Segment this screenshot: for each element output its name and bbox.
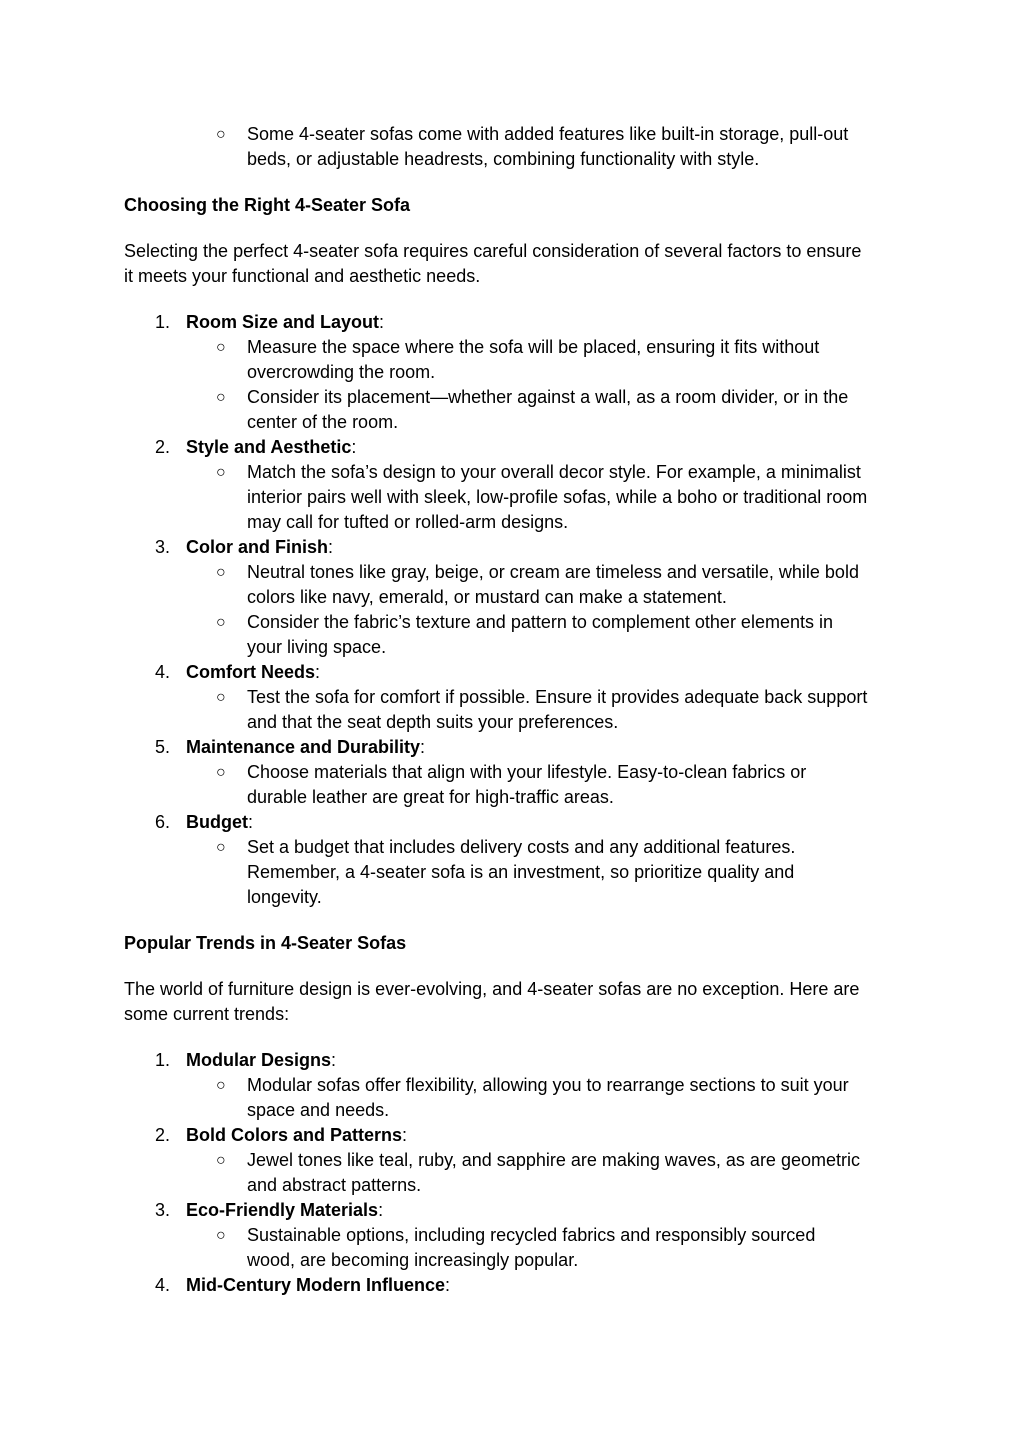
list-item-title-text: Maintenance and Durability	[186, 737, 421, 757]
paragraph-line: The world of furniture design is ever-evolving, and 4-seater sofas are no exception. Here are	[124, 979, 860, 999]
list-item-colon: :	[445, 1275, 451, 1295]
list-number: 3.	[155, 537, 171, 557]
list-item-colon: :	[331, 1050, 337, 1070]
list-number: 1.	[155, 312, 171, 332]
bullet-icon: ○	[216, 1227, 226, 1244]
bullet-icon: ○	[216, 339, 226, 356]
list-number: 3.	[155, 1200, 171, 1220]
list-item-title	[186, 735, 425, 760]
bullet-icon: ○	[216, 614, 226, 631]
bullet-icon: ○	[216, 1152, 226, 1169]
list-number: 4.	[155, 662, 171, 682]
bullet-text-line: Set a budget that includes delivery costs and any additional features.	[247, 837, 796, 857]
list-item-colon: :	[402, 1125, 408, 1145]
bullet-text-line: Remember, a 4-seater sofa is an investment, so prioritize quality and	[247, 862, 795, 882]
section-heading: Choosing the Right 4-Seater Sofa	[124, 195, 411, 215]
list-item-colon: :	[351, 437, 357, 457]
list-item-colon: :	[379, 312, 385, 332]
bullet-text-line: your living space.	[247, 637, 387, 657]
list-item-title	[186, 435, 356, 460]
bullet-text-line: and abstract patterns.	[247, 1175, 422, 1195]
bullet-text-line: Test the sofa for comfort if possible. Ensure it provides adequate back support	[247, 687, 868, 707]
list-item-title	[186, 310, 384, 335]
bullet-text-line: Choose materials that align with your lifestyle. Easy-to-clean fabrics or	[247, 762, 807, 782]
bullet-icon: ○	[216, 764, 226, 781]
list-item-title-text: Comfort Needs	[186, 662, 316, 682]
bullet-text-line: Neutral tones like gray, beige, or cream are timeless and versatile, while bold	[247, 562, 859, 582]
list-number: 5.	[155, 737, 171, 757]
bullet-text-line: durable leather are great for high-traffic areas.	[247, 787, 614, 807]
list-item-title	[186, 1273, 450, 1298]
bullet-text-line: Some 4-seater sofas come with added features like built-in storage, pull-out	[247, 124, 849, 144]
bullet-text-line: wood, are becoming increasingly popular.	[247, 1250, 579, 1270]
bullet-text-line: longevity.	[247, 887, 322, 907]
list-item-title-text: Style and Aesthetic	[186, 437, 352, 457]
bullet-icon: ○	[216, 564, 226, 581]
list-item-title	[186, 1198, 383, 1223]
bullet-text-line: Match the sofa’s design to your overall decor style. For example, a minimalist	[247, 462, 861, 482]
bullet-icon: ○	[216, 839, 226, 856]
bullet-text-line: Consider its placement—whether against a wall, as a room divider, or in the	[247, 387, 849, 407]
paragraph-line: some current trends:	[124, 1004, 290, 1024]
bullet-icon: ○	[216, 126, 226, 143]
list-item-colon: :	[328, 537, 334, 557]
bullet-text-line: interior pairs well with sleek, low-profile sofas, while a boho or traditional room	[247, 487, 868, 507]
list-number: 6.	[155, 812, 171, 832]
list-item-colon: :	[315, 662, 321, 682]
bullet-icon: ○	[216, 389, 226, 406]
list-item-title-text: Budget	[186, 812, 248, 832]
list-item-title-text: Eco-Friendly Materials	[186, 1200, 379, 1220]
bullet-icon: ○	[216, 464, 226, 481]
bullet-text-line: overcrowding the room.	[247, 362, 436, 382]
list-item-title	[186, 1123, 407, 1148]
paragraph-line: it meets your functional and aesthetic needs.	[124, 266, 481, 286]
list-item-title-text: Mid-Century Modern Influence	[186, 1275, 446, 1295]
list-number: 4.	[155, 1275, 171, 1295]
list-item-title-text: Modular Designs	[186, 1050, 332, 1070]
list-item-title-text: Color and Finish	[186, 537, 328, 557]
list-item-title	[186, 660, 320, 685]
bullet-text-line: Consider the fabric’s texture and pattern to complement other elements in	[247, 612, 833, 632]
bullet-text-line: beds, or adjustable headrests, combining functionality with style.	[247, 149, 760, 169]
paragraph-line: Selecting the perfect 4-seater sofa requires careful consideration of several factors to ensure	[124, 241, 862, 261]
list-item-title-text: Bold Colors and Patterns	[186, 1125, 403, 1145]
list-item-title-text: Room Size and Layout	[186, 312, 380, 332]
bullet-text-line: space and needs.	[247, 1100, 390, 1120]
list-number: 2.	[155, 1125, 171, 1145]
bullet-text-line: Sustainable options, including recycled fabrics and responsibly sourced	[247, 1225, 816, 1245]
list-item-colon: :	[248, 812, 254, 832]
bullet-text-line: center of the room.	[247, 412, 399, 432]
list-item-title	[186, 535, 333, 560]
list-number: 2.	[155, 437, 171, 457]
section-heading: Popular Trends in 4-Seater Sofas	[124, 933, 407, 953]
bullet-text-line: colors like navy, emerald, or mustard can make a statement.	[247, 587, 727, 607]
bullet-icon: ○	[216, 1077, 226, 1094]
bullet-text-line: Measure the space where the sofa will be placed, ensuring it fits without	[247, 337, 820, 357]
bullet-text-line: may call for tufted or rolled-arm designs.	[247, 512, 569, 532]
list-item-colon: :	[420, 737, 426, 757]
list-item-title	[186, 1048, 336, 1073]
bullet-text-line: Modular sofas offer flexibility, allowing you to rearrange sections to suit your	[247, 1075, 849, 1095]
bullet-icon: ○	[216, 689, 226, 706]
bullet-text-line: and that the seat depth suits your preferences.	[247, 712, 619, 732]
bullet-text-line: Jewel tones like teal, ruby, and sapphire are making waves, as are geometric	[247, 1150, 860, 1170]
list-item-colon: :	[378, 1200, 384, 1220]
list-number: 1.	[155, 1050, 171, 1070]
list-item-title	[186, 810, 253, 835]
